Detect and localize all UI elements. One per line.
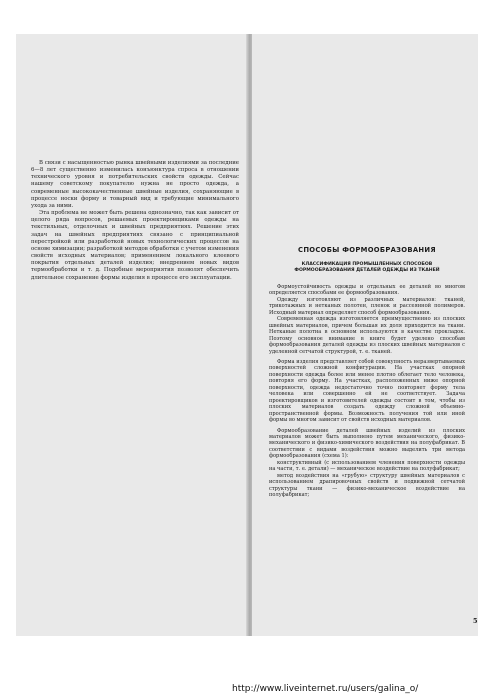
paragraph: Форма изделия представляет собой совокупность неразвертываемых поверхностей сложной конфигурации. На участках опорной поверхности одежда более или менее плотно облегает тело человека, повторяя его форму. На участках, расположенных ниже опорной поверхности, одежда недостаточно точно повторяет форму тела человека или совершенно ей не соответствует. Задача проектировщиков и изготовителей одежды состоит в том, чтобы из плоских материалов создать одежду сложной объемно-пространственной формы. Возможность получения той или иной формы во многом зависит от свойств исходных материалов. [269,358,465,424]
paragraph: Современная одежда изготовляется преимущественно из плоских швейных материалов, причем большая их доля приходится на ткани. Нетканые полотна в основном используются в качестве прокладок. Поэтому основное внимание в книге будет уделено способам формообразования деталей одежды из плоских швейных материалов с уделенной сетчатой структурой, т. е. тканей. [269,316,465,355]
right-page [252,34,478,636]
paragraph: В связи с насыщенностью рынка швейными изделиями за последние 6—8 лет существенно изменилась конъюнктура спроса в отношении технического уровня и потребительских свойств одежды. Сейчас нашему советскому покупателю нужна не просто одежда, а современные высококачественные швейные изделия, сохраняющие в процессе носки форму и товарный вид и требующие минимального ухода за ними. [31,160,239,209]
paragraph: Одежду изготовляют из различных материалов: тканей, трикотажных и нетканых полотен, пленок и рассеянной полимеров. Исходный материал определяет способ формообразования. [269,296,465,316]
subsection-title [269,262,465,274]
left-page-text [31,160,239,282]
subtitle-line: ФОРМООБРАЗОВАНИЯ ДЕТАЛЕЙ ОДЕЖДЫ ИЗ ТКАНЕЙ [294,268,440,273]
paragraph: Эта проблема не может быть решена однозначно, так как зависит от целого ряда вопросов, решаемых проектировщиками одежды на текстильных, отделочных и швейных предприятиях. Решение этих задач на швейных предприятиях связано с принципиальной перестройкой или разработкой новых технологических процессов на основе химизации; разработкой методов обработки с учетом изменения свойств исходных материалов; применением локального клеевого покрытия отдельных деталей изделия; внедрением новых видов термообработки и т. д. Подобные мероприятия позволят обеспечить длительное сохранение формы изделия в процессе его эксплуатации. [31,210,239,281]
page-number: 5 [473,617,478,625]
section-title: СПОСОБЫ ФОРМООБРАЗОВАНИЯ [298,246,436,254]
paragraph: Формоустойчивость одежды и отдельных ее деталей во многом определяется способами ее формообразования. [269,284,465,297]
paragraph: метод воздействия на «грубую» структуру швейных материалов с использованием драпировочных свойств и подвижной сетчатой структуры ткани — физико-механическое воздействие на полуфабрикат; [269,472,465,499]
right-page-text [269,246,465,499]
subtitle-line: КЛАССИФИКАЦИЯ ПРОМЫШЛЕННЫХ СПОСОБОВ [301,262,433,267]
body-text [269,284,465,499]
paragraph: Формообразование деталей швейных изделий из плоских материалов может быть выполнено путем механического, физико-механического и физико-химического воздействия на полуфабрикат. В соответствии с видами воздействия можно выделить три метода формообразования (схема 1): [269,427,465,460]
paragraph: конструктивный (с использованием членения поверхности одежды на части, т. е. детали) — механическое воздействие на полуфабрикат; [269,459,465,473]
watermark-url: http://www.liveinternet.ru/users/galina_o/ [232,684,419,694]
left-page [16,34,248,636]
